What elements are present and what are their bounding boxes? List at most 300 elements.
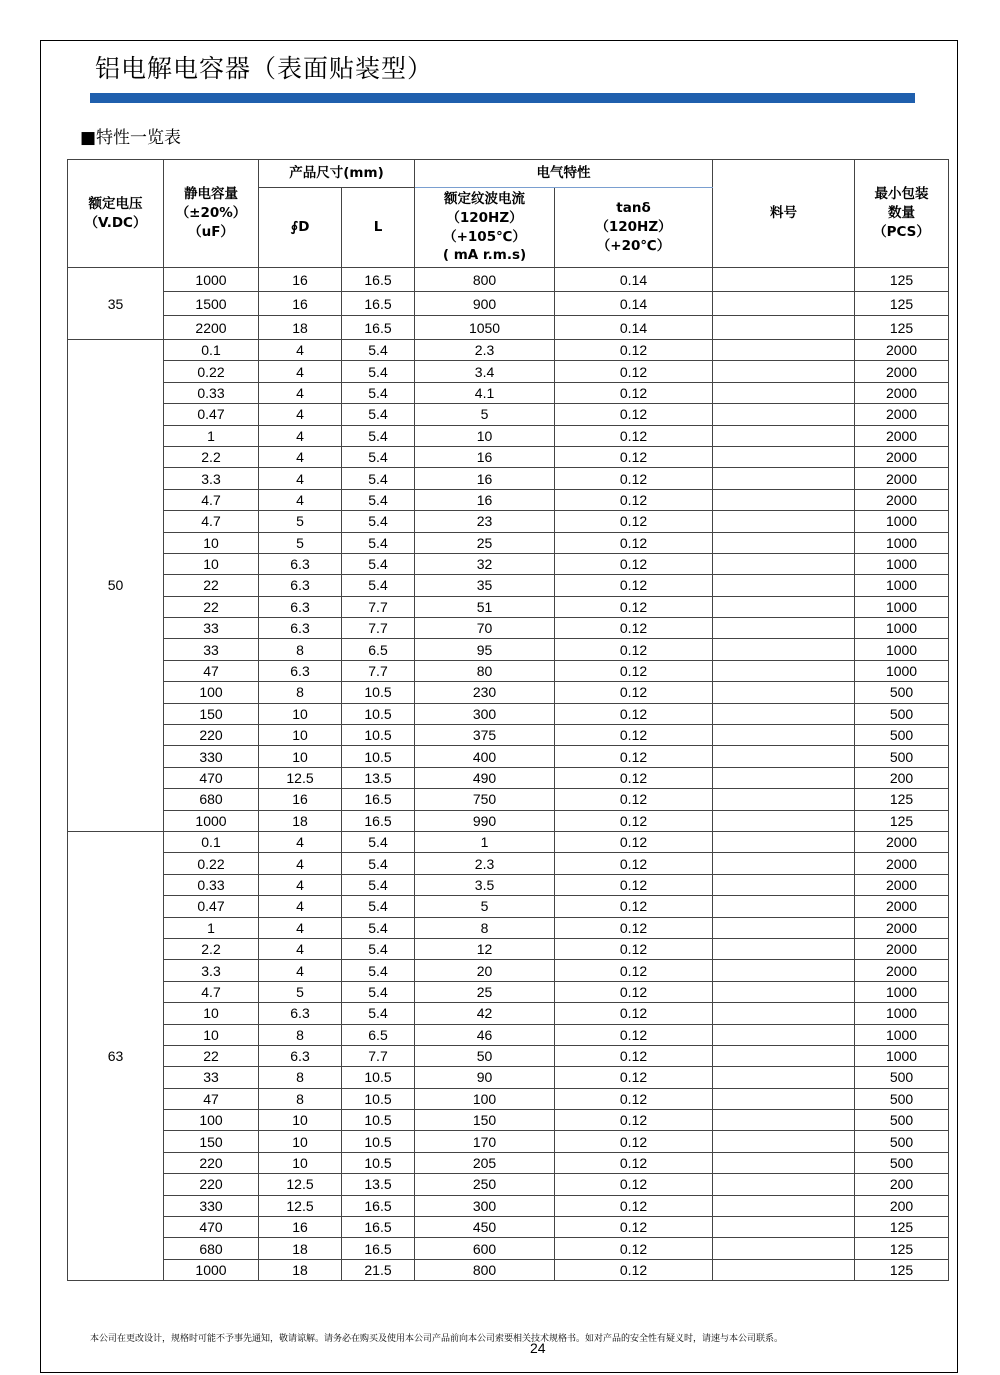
length-cell: 16.5 <box>342 268 415 292</box>
table-row <box>68 639 949 660</box>
length-cell: 10.5 <box>342 746 415 767</box>
part-number-cell <box>713 789 855 810</box>
capacitance-cell: 2.2 <box>164 446 259 467</box>
part-number-cell <box>713 1067 855 1088</box>
diameter-cell: 4 <box>259 489 342 510</box>
diameter-cell: 10 <box>259 1110 342 1131</box>
tan-cell: 0.12 <box>555 575 713 596</box>
length-cell: 10.5 <box>342 682 415 703</box>
ripple-cell: 375 <box>415 725 555 746</box>
diameter-cell: 8 <box>259 1088 342 1109</box>
ripple-cell: 1 <box>415 831 555 852</box>
min-pack-cell: 1000 <box>855 639 949 660</box>
table-row <box>68 1045 949 1066</box>
part-number-cell <box>713 1045 855 1066</box>
tan-cell: 0.12 <box>555 725 713 746</box>
diameter-cell: 18 <box>259 1238 342 1259</box>
capacitance-cell: 1000 <box>164 810 259 831</box>
table-row <box>68 960 949 981</box>
length-cell: 16.5 <box>342 1217 415 1238</box>
length-cell: 7.7 <box>342 660 415 681</box>
ripple-cell: 3.5 <box>415 874 555 895</box>
ripple-cell: 42 <box>415 1003 555 1024</box>
length-cell: 10.5 <box>342 725 415 746</box>
tan-cell: 0.12 <box>555 1067 713 1088</box>
ripple-cell: 16 <box>415 468 555 489</box>
min-pack-cell: 125 <box>855 292 949 316</box>
table-row <box>68 1152 949 1173</box>
length-cell: 5.4 <box>342 960 415 981</box>
tan-cell: 0.12 <box>555 660 713 681</box>
table-row <box>68 1067 949 1088</box>
ripple-cell: 3.4 <box>415 361 555 382</box>
table-row <box>68 1003 949 1024</box>
ripple-cell: 230 <box>415 682 555 703</box>
tan-cell: 0.12 <box>555 404 713 425</box>
tan-cell: 0.12 <box>555 446 713 467</box>
header-size-group: 产品尺寸(mm) <box>259 160 415 188</box>
tan-cell: 0.12 <box>555 981 713 1002</box>
page-title: 铝电解电容器（表面贴装型） <box>95 54 434 83</box>
part-number-cell <box>713 938 855 959</box>
tan-cell: 0.12 <box>555 489 713 510</box>
ripple-cell: 95 <box>415 639 555 660</box>
min-pack-cell: 1000 <box>855 1003 949 1024</box>
length-cell: 21.5 <box>342 1259 415 1280</box>
table-row <box>68 853 949 874</box>
min-pack-cell: 125 <box>855 316 949 340</box>
part-number-cell <box>713 316 855 340</box>
tan-cell: 0.12 <box>555 425 713 446</box>
capacitance-cell: 33 <box>164 618 259 639</box>
tan-cell: 0.12 <box>555 382 713 403</box>
table-row <box>68 703 949 724</box>
capacitance-cell: 220 <box>164 725 259 746</box>
tan-cell: 0.12 <box>555 896 713 917</box>
part-number-cell <box>713 361 855 382</box>
table-row <box>68 532 949 553</box>
capacitance-cell: 22 <box>164 596 259 617</box>
diameter-cell: 12.5 <box>259 1195 342 1216</box>
length-cell: 5.4 <box>342 489 415 510</box>
ripple-cell: 50 <box>415 1045 555 1066</box>
table-row <box>68 575 949 596</box>
table-row <box>68 682 949 703</box>
length-cell: 13.5 <box>342 1174 415 1195</box>
min-pack-cell: 500 <box>855 746 949 767</box>
min-pack-cell: 2000 <box>855 938 949 959</box>
ripple-cell: 20 <box>415 960 555 981</box>
part-number-cell <box>713 981 855 1002</box>
diameter-cell: 18 <box>259 810 342 831</box>
capacitance-cell: 4.7 <box>164 981 259 1002</box>
table-row <box>68 725 949 746</box>
capacitance-cell: 10 <box>164 532 259 553</box>
table-row <box>68 382 949 403</box>
table-row <box>68 1174 949 1195</box>
min-pack-cell: 1000 <box>855 1024 949 1045</box>
header-part-number: 料号 <box>713 160 855 268</box>
part-number-cell <box>713 553 855 574</box>
table-row <box>68 446 949 467</box>
table-row <box>68 938 949 959</box>
capacitance-cell: 680 <box>164 1238 259 1259</box>
ripple-cell: 90 <box>415 1067 555 1088</box>
tan-cell: 0.12 <box>555 874 713 895</box>
min-pack-cell: 1000 <box>855 511 949 532</box>
tan-cell: 0.12 <box>555 1217 713 1238</box>
length-cell: 5.4 <box>342 853 415 874</box>
min-pack-cell: 200 <box>855 1195 949 1216</box>
min-pack-cell: 2000 <box>855 361 949 382</box>
min-pack-cell: 500 <box>855 1131 949 1152</box>
min-pack-cell: 500 <box>855 682 949 703</box>
ripple-cell: 16 <box>415 489 555 510</box>
capacitance-cell: 10 <box>164 1003 259 1024</box>
min-pack-cell: 125 <box>855 789 949 810</box>
min-pack-cell: 1000 <box>855 618 949 639</box>
diameter-cell: 5 <box>259 511 342 532</box>
tan-cell: 0.12 <box>555 746 713 767</box>
length-cell: 5.4 <box>342 468 415 489</box>
table-row <box>68 660 949 681</box>
min-pack-cell: 125 <box>855 1238 949 1259</box>
diameter-cell: 10 <box>259 1152 342 1173</box>
page-number: 24 <box>530 1340 546 1356</box>
tan-cell: 0.12 <box>555 789 713 810</box>
table-row <box>68 1238 949 1259</box>
diameter-cell: 10 <box>259 1131 342 1152</box>
capacitance-cell: 150 <box>164 703 259 724</box>
min-pack-cell: 1000 <box>855 553 949 574</box>
min-pack-cell: 2000 <box>855 404 949 425</box>
ripple-cell: 900 <box>415 292 555 316</box>
length-cell: 5.4 <box>342 1003 415 1024</box>
spec-table-body <box>68 268 949 1281</box>
tan-cell: 0.12 <box>555 1110 713 1131</box>
tan-cell: 0.14 <box>555 268 713 292</box>
ripple-cell: 70 <box>415 618 555 639</box>
length-cell: 10.5 <box>342 703 415 724</box>
spec-table <box>67 159 949 1281</box>
part-number-cell <box>713 1003 855 1024</box>
ripple-cell: 600 <box>415 1238 555 1259</box>
table-row <box>68 468 949 489</box>
diameter-cell: 4 <box>259 468 342 489</box>
diameter-cell: 16 <box>259 268 342 292</box>
capacitance-cell: 10 <box>164 553 259 574</box>
header-capacitance: 静电容量 （±20%） （uF） <box>164 160 259 268</box>
ripple-cell: 2.3 <box>415 853 555 874</box>
part-number-cell <box>713 468 855 489</box>
capacitance-cell: 0.22 <box>164 853 259 874</box>
part-number-cell <box>713 404 855 425</box>
tan-cell: 0.12 <box>555 1024 713 1045</box>
ripple-cell: 100 <box>415 1088 555 1109</box>
part-number-cell <box>713 382 855 403</box>
part-number-cell <box>713 960 855 981</box>
part-number-cell <box>713 831 855 852</box>
capacitance-cell: 1000 <box>164 1259 259 1280</box>
tan-cell: 0.12 <box>555 1045 713 1066</box>
length-cell: 5.4 <box>342 511 415 532</box>
length-cell: 7.7 <box>342 596 415 617</box>
ripple-cell: 35 <box>415 575 555 596</box>
length-cell: 5.4 <box>342 532 415 553</box>
capacitance-cell: 33 <box>164 1067 259 1088</box>
table-row <box>68 1217 949 1238</box>
tan-cell: 0.12 <box>555 1238 713 1259</box>
table-row <box>68 340 949 361</box>
diameter-cell: 6.3 <box>259 596 342 617</box>
diameter-cell: 6.3 <box>259 1045 342 1066</box>
table-row <box>68 596 949 617</box>
min-pack-cell: 500 <box>855 725 949 746</box>
min-pack-cell: 200 <box>855 767 949 788</box>
ripple-cell: 16 <box>415 446 555 467</box>
part-number-cell <box>713 292 855 316</box>
table-row <box>68 316 949 340</box>
ripple-cell: 170 <box>415 1131 555 1152</box>
part-number-cell <box>713 1259 855 1280</box>
length-cell: 10.5 <box>342 1067 415 1088</box>
tan-cell: 0.12 <box>555 960 713 981</box>
part-number-cell <box>713 639 855 660</box>
table-row <box>68 361 949 382</box>
diameter-cell: 4 <box>259 853 342 874</box>
length-cell: 10.5 <box>342 1152 415 1173</box>
capacitance-cell: 4.7 <box>164 511 259 532</box>
part-number-cell <box>713 1238 855 1259</box>
diameter-cell: 8 <box>259 1067 342 1088</box>
diameter-cell: 8 <box>259 1024 342 1045</box>
voltage-cell: 35 <box>68 268 164 340</box>
length-cell: 6.5 <box>342 1024 415 1045</box>
diameter-cell: 4 <box>259 960 342 981</box>
capacitance-cell: 0.47 <box>164 404 259 425</box>
footer-disclaimer: 本公司在更改设计，规格时可能不予事先通知，敬请谅解。请务必在购买及使用本公司产品前向本公司索要相关技术规格书。如对产品的安全性有疑义时，请速与本公司联系。 <box>90 1334 784 1344</box>
ripple-cell: 800 <box>415 1259 555 1280</box>
part-number-cell <box>713 489 855 510</box>
length-cell: 5.4 <box>342 938 415 959</box>
part-number-cell <box>713 596 855 617</box>
voltage-cell: 50 <box>68 340 164 832</box>
min-pack-cell: 2000 <box>855 874 949 895</box>
table-row <box>68 268 949 292</box>
length-cell: 10.5 <box>342 1110 415 1131</box>
min-pack-cell: 2000 <box>855 340 949 361</box>
ripple-cell: 990 <box>415 810 555 831</box>
diameter-cell: 4 <box>259 404 342 425</box>
capacitance-cell: 1 <box>164 917 259 938</box>
part-number-cell <box>713 660 855 681</box>
capacitance-cell: 0.33 <box>164 382 259 403</box>
tan-cell: 0.12 <box>555 511 713 532</box>
capacitance-cell: 220 <box>164 1152 259 1173</box>
tan-cell: 0.12 <box>555 1195 713 1216</box>
min-pack-cell: 125 <box>855 1259 949 1280</box>
ripple-cell: 490 <box>415 767 555 788</box>
min-pack-cell: 2000 <box>855 831 949 852</box>
ripple-cell: 46 <box>415 1024 555 1045</box>
ripple-cell: 400 <box>415 746 555 767</box>
ripple-cell: 12 <box>415 938 555 959</box>
min-pack-cell: 125 <box>855 810 949 831</box>
min-pack-cell: 500 <box>855 1067 949 1088</box>
diameter-cell: 6.3 <box>259 618 342 639</box>
tan-cell: 0.12 <box>555 553 713 574</box>
min-pack-cell: 2000 <box>855 489 949 510</box>
capacitance-cell: 33 <box>164 639 259 660</box>
table-row <box>68 1259 949 1280</box>
title-underline-bar <box>90 93 915 103</box>
ripple-cell: 25 <box>415 532 555 553</box>
part-number-cell <box>713 1152 855 1173</box>
length-cell: 5.4 <box>342 404 415 425</box>
min-pack-cell: 500 <box>855 703 949 724</box>
table-row <box>68 831 949 852</box>
length-cell: 5.4 <box>342 917 415 938</box>
table-row <box>68 874 949 895</box>
diameter-cell: 8 <box>259 639 342 660</box>
tan-cell: 0.12 <box>555 831 713 852</box>
part-number-cell <box>713 1024 855 1045</box>
ripple-cell: 205 <box>415 1152 555 1173</box>
part-number-cell <box>713 1174 855 1195</box>
capacitance-cell: 22 <box>164 1045 259 1066</box>
tan-cell: 0.12 <box>555 1003 713 1024</box>
capacitance-cell: 100 <box>164 682 259 703</box>
length-cell: 16.5 <box>342 810 415 831</box>
diameter-cell: 16 <box>259 292 342 316</box>
diameter-cell: 8 <box>259 682 342 703</box>
tan-cell: 0.12 <box>555 1174 713 1195</box>
tan-cell: 0.12 <box>555 1131 713 1152</box>
tan-cell: 0.12 <box>555 340 713 361</box>
diameter-cell: 4 <box>259 382 342 403</box>
min-pack-cell: 2000 <box>855 917 949 938</box>
min-pack-cell: 1000 <box>855 981 949 1002</box>
ripple-cell: 1050 <box>415 316 555 340</box>
min-pack-cell: 500 <box>855 1110 949 1131</box>
diameter-cell: 10 <box>259 703 342 724</box>
capacitance-cell: 1 <box>164 425 259 446</box>
length-cell: 5.4 <box>342 382 415 403</box>
part-number-cell <box>713 746 855 767</box>
voltage-cell: 63 <box>68 831 164 1280</box>
table-row <box>68 553 949 574</box>
table-row <box>68 896 949 917</box>
capacitance-cell: 47 <box>164 1088 259 1109</box>
table-row <box>68 425 949 446</box>
part-number-cell <box>713 1088 855 1109</box>
part-number-cell <box>713 511 855 532</box>
table-row <box>68 511 949 532</box>
diameter-cell: 10 <box>259 746 342 767</box>
table-row <box>68 746 949 767</box>
length-cell: 16.5 <box>342 292 415 316</box>
capacitance-cell: 0.1 <box>164 340 259 361</box>
ripple-cell: 5 <box>415 896 555 917</box>
min-pack-cell: 2000 <box>855 425 949 446</box>
tan-cell: 0.12 <box>555 618 713 639</box>
part-number-cell <box>713 874 855 895</box>
capacitance-cell: 3.3 <box>164 468 259 489</box>
diameter-cell: 5 <box>259 532 342 553</box>
length-cell: 7.7 <box>342 618 415 639</box>
length-cell: 5.4 <box>342 831 415 852</box>
tan-cell: 0.12 <box>555 468 713 489</box>
diameter-cell: 18 <box>259 316 342 340</box>
tan-cell: 0.12 <box>555 1259 713 1280</box>
ripple-cell: 450 <box>415 1217 555 1238</box>
diameter-cell: 18 <box>259 1259 342 1280</box>
part-number-cell <box>713 1110 855 1131</box>
tan-cell: 0.12 <box>555 682 713 703</box>
capacitance-cell: 4.7 <box>164 489 259 510</box>
part-number-cell <box>713 703 855 724</box>
min-pack-cell: 125 <box>855 1217 949 1238</box>
length-cell: 16.5 <box>342 789 415 810</box>
tan-cell: 0.12 <box>555 596 713 617</box>
table-row <box>68 789 949 810</box>
tan-cell: 0.14 <box>555 292 713 316</box>
capacitance-cell: 0.22 <box>164 361 259 382</box>
tan-cell: 0.12 <box>555 639 713 660</box>
capacitance-cell: 3.3 <box>164 960 259 981</box>
section-title: ■特性一览表 <box>80 128 182 148</box>
header-diameter: ∮D <box>259 188 342 268</box>
ripple-cell: 150 <box>415 1110 555 1131</box>
length-cell: 6.5 <box>342 639 415 660</box>
length-cell: 5.4 <box>342 446 415 467</box>
table-row <box>68 1110 949 1131</box>
min-pack-cell: 1000 <box>855 532 949 553</box>
table-row <box>68 1024 949 1045</box>
capacitance-cell: 2200 <box>164 316 259 340</box>
table-row <box>68 489 949 510</box>
ripple-cell: 10 <box>415 425 555 446</box>
min-pack-cell: 2000 <box>855 853 949 874</box>
tan-cell: 0.12 <box>555 938 713 959</box>
min-pack-cell: 1000 <box>855 1045 949 1066</box>
length-cell: 5.4 <box>342 361 415 382</box>
length-cell: 16.5 <box>342 1238 415 1259</box>
part-number-cell <box>713 767 855 788</box>
min-pack-cell: 200 <box>855 1174 949 1195</box>
min-pack-cell: 2000 <box>855 960 949 981</box>
table-row <box>68 981 949 1002</box>
capacitance-cell: 330 <box>164 746 259 767</box>
part-number-cell <box>713 896 855 917</box>
length-cell: 10.5 <box>342 1131 415 1152</box>
length-cell: 5.4 <box>342 981 415 1002</box>
part-number-cell <box>713 446 855 467</box>
ripple-cell: 51 <box>415 596 555 617</box>
diameter-cell: 16 <box>259 1217 342 1238</box>
table-row <box>68 767 949 788</box>
length-cell: 7.7 <box>342 1045 415 1066</box>
diameter-cell: 6.3 <box>259 553 342 574</box>
part-number-cell <box>713 532 855 553</box>
length-cell: 5.4 <box>342 575 415 596</box>
part-number-cell <box>713 340 855 361</box>
part-number-cell <box>713 575 855 596</box>
table-row <box>68 1195 949 1216</box>
part-number-cell <box>713 917 855 938</box>
min-pack-cell: 500 <box>855 1152 949 1173</box>
capacitance-cell: 100 <box>164 1110 259 1131</box>
